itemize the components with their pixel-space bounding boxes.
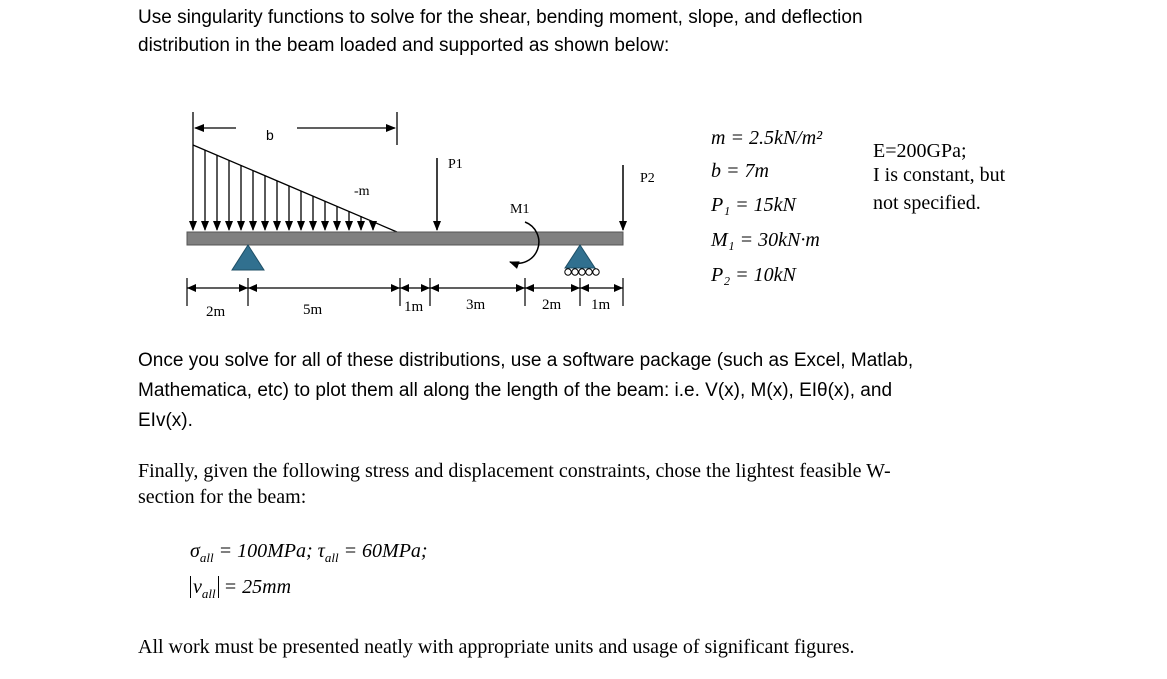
dim-5m: 5m bbox=[303, 302, 323, 318]
software-line-3: EIv(x). bbox=[138, 410, 193, 431]
v-subscript: all bbox=[201, 586, 216, 601]
intro-line-1: Use singularity functions to solve for the shear, bending moment, slope, and deflection bbox=[138, 7, 863, 28]
neg-m-label: -m bbox=[354, 184, 370, 199]
stress-constraints bbox=[190, 540, 428, 566]
given-p2: P₂ = 10kN bbox=[711, 264, 796, 286]
tau-subscript: all bbox=[324, 550, 339, 565]
sigma-symbol: σ bbox=[190, 540, 200, 562]
note-line-3: not specified. bbox=[873, 192, 981, 214]
deflection-constraint bbox=[190, 576, 291, 602]
section-paragraph bbox=[138, 458, 1018, 510]
given-m: m = 2.5kN/m² bbox=[711, 127, 823, 149]
p1-load bbox=[437, 157, 463, 230]
note-line-2: I is constant, but bbox=[873, 164, 1006, 186]
v-value: = 25mm bbox=[218, 576, 292, 598]
tau-symbol: τ bbox=[317, 540, 325, 562]
b-dimension bbox=[193, 112, 397, 145]
dim-1m-a: 1m bbox=[404, 299, 424, 315]
given-p1: P₁ = 15kN bbox=[711, 194, 796, 216]
given-b: b = 7m bbox=[711, 160, 769, 182]
dim-2m-a: 2m bbox=[206, 304, 226, 320]
span-dimensions bbox=[187, 278, 623, 320]
note-line-1: E=200GPa; bbox=[873, 140, 967, 162]
software-paragraph bbox=[138, 346, 1018, 436]
p2-load bbox=[623, 165, 655, 230]
m1-label: M1 bbox=[510, 202, 530, 217]
abs-v-all bbox=[190, 576, 219, 601]
dim-1m-b: 1m bbox=[591, 297, 611, 313]
intro-line-2: distribution in the beam loaded and supported as shown below: bbox=[138, 35, 670, 56]
sigma-subscript: all bbox=[199, 550, 214, 565]
pin-support bbox=[232, 245, 264, 270]
v-symbol: v bbox=[193, 576, 202, 598]
dim-2m-b: 2m bbox=[542, 297, 562, 313]
beam bbox=[187, 232, 623, 245]
distributed-load bbox=[193, 145, 397, 232]
given-m1: M₁ = 30kN·m bbox=[711, 229, 820, 251]
b-label: b bbox=[266, 127, 274, 143]
section-line-2: section for the beam: bbox=[138, 486, 307, 508]
sigma-value: = 100MPa; bbox=[213, 540, 318, 562]
software-line-2: Mathematica, etc) to plot them all along the length of the beam: i.e. V(x), M(x), EIθ(x), and bbox=[138, 380, 893, 401]
roller-support bbox=[565, 245, 599, 275]
section-line-1: Finally, given the following stress and displacement constraints, chose the lightest feasible W- bbox=[138, 460, 891, 482]
p2-label: P2 bbox=[640, 171, 655, 186]
tau-value: = 60MPa; bbox=[338, 540, 428, 562]
software-line-1: Once you solve for all of these distributions, use a software package (such as Excel, Matlab, bbox=[138, 350, 914, 371]
p1-label: P1 bbox=[448, 157, 463, 172]
closing-sentence: All work must be presented neatly with appropriate units and usage of significant figures. bbox=[138, 636, 855, 658]
dim-3m: 3m bbox=[466, 297, 486, 313]
